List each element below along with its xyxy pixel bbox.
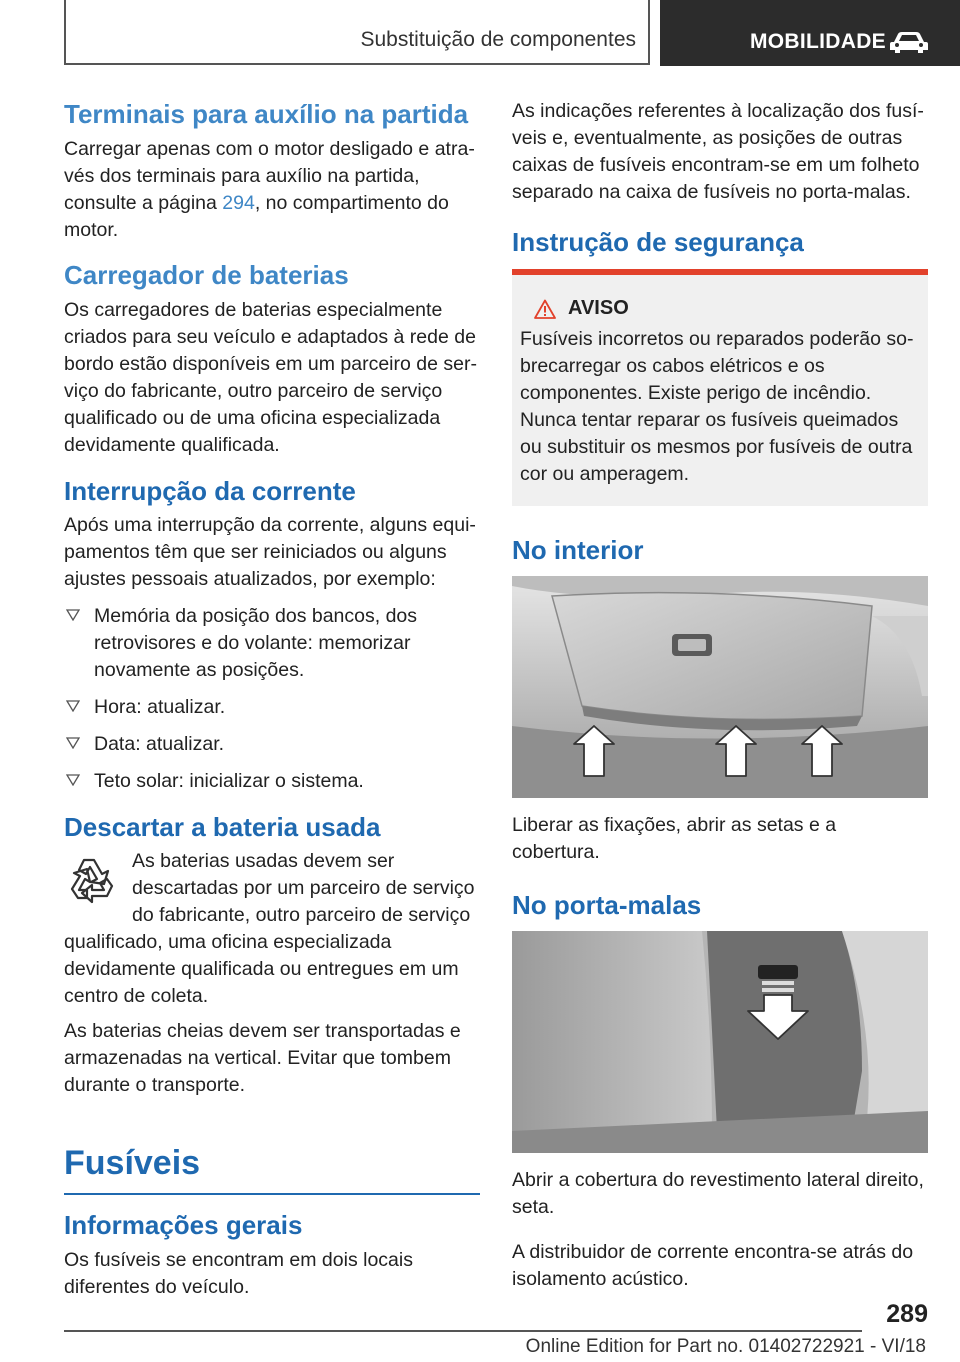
chapter-label: MOBILIDADE (750, 30, 886, 53)
list-item (64, 603, 480, 684)
recycle-icon (64, 852, 120, 908)
heading-charger: Carregador de baterias (64, 260, 349, 291)
heading-trunk: No porta-malas (512, 890, 702, 921)
list-item-text: Hora: atualizar. (94, 695, 226, 718)
warning-header (520, 297, 920, 320)
footer-divider (64, 1330, 862, 1332)
heading-interruption: Interrupção da corrente (64, 475, 356, 506)
section-general (64, 1209, 480, 1301)
page-number: 289 (886, 1300, 928, 1328)
paragraph-charger: Os carregadores de baterias especialmente criados para seu veículo e adaptados à rede de bordo estão disponíveis em um parceiro de serviço do fabricante, outro parceiro de serviço qualificado ou de uma oficina especializada devidamente qualificada. (64, 299, 477, 456)
triangle-bullet-icon (66, 700, 80, 712)
heading-jump-start: Terminais para auxílio na partida (64, 99, 469, 129)
list-item-text: Memória da posição dos bancos, dos retrovisores e do volante: memorizar novamente as posições. (94, 605, 418, 681)
header-underline (64, 63, 650, 65)
heading-disposal: Descartar a bateria usada (64, 811, 381, 842)
jump-text-before: Carregar apenas com o motor desligado e através dos terminais para auxílio na partida, consulte a página (64, 137, 475, 214)
heading-fuses: Fusíveis (64, 1143, 480, 1196)
triangle-bullet-icon (66, 737, 80, 749)
header-section-title: Substituição de componentes (360, 28, 636, 51)
section-jump-start (64, 98, 480, 243)
right-column (512, 98, 928, 1293)
caption-trunk-2: A distribuidor de corrente encontra-se atrás do isolamento acústico. (512, 1241, 914, 1290)
interruption-list (64, 603, 480, 794)
section-charger (64, 259, 480, 458)
paragraph-interruption: Após uma interrupção da corrente, alguns equipamentos têm que ser reiniciados ou alguns ajustes pessoais atualizados, por exemplo: (64, 514, 476, 591)
list-item (64, 731, 480, 758)
page-ref-link[interactable]: 294 (222, 191, 255, 214)
footer-edition: Online Edition for Part no. 01402722921 - VI/18 (525, 1336, 926, 1357)
heading-general: Informações gerais (64, 1210, 303, 1241)
heading-interior: No interior (512, 534, 644, 565)
paragraph-general: Os fusíveis se encontram em dois locais diferentes do veículo. (64, 1249, 413, 1299)
header-divider-mid (648, 0, 650, 64)
trunk-panel-photo (512, 931, 928, 1153)
warning-triangle-icon (534, 299, 556, 319)
section-interruption (64, 475, 480, 795)
section-disposal (64, 811, 480, 1099)
paragraph-jump-start (64, 136, 480, 244)
disposal-body (64, 848, 480, 1009)
list-item (64, 768, 480, 795)
heading-safety: Instrução de segurança (512, 226, 804, 257)
paragraph-disposal-1: As baterias usadas devem ser descartadas por um parceiro de serviço do fabricante, outro parceiro de serviço qualificado, uma oficina especializada devidamente qualificada ou entregues em um centro de coleta. (64, 850, 475, 1007)
glovebox-illustration (512, 576, 928, 798)
caption-interior: Liberar as fixações, abrir as setas e a cobertura. (512, 813, 837, 863)
warning-text: Fusíveis incorretos ou reparados poderão sobrecarregar os cabos elétricos e os componentes. Existe perigo de incêndio. Nunca tentar reparar os fusíveis queimados ou substituir os mesmos por fusíveis de outra cor ou amperagem. (520, 328, 914, 485)
paragraph-intro: As indicações referentes à localização dos fusíveis e, eventualmente, as posições de outras caixas de fusíveis encontram-se em um folheto separado na caixa de fusíveis no porta-malas. (512, 100, 924, 203)
left-column (64, 98, 480, 1317)
warning-box (512, 269, 928, 505)
warning-title: AVISO (568, 297, 629, 320)
interior-glovebox-photo (512, 576, 928, 798)
trunk-illustration (512, 931, 928, 1153)
list-item-text: Teto solar: inicializar o sistema. (94, 769, 364, 792)
triangle-bullet-icon (66, 609, 80, 621)
list-item (64, 694, 480, 721)
jump-text-after: , no compartimento do motor. (64, 191, 449, 241)
caption-trunk-1: Abrir a cobertura do revestimento lateral direito, seta. (512, 1169, 924, 1219)
car-icon (888, 29, 930, 55)
paragraph-disposal-2: As baterias cheias devem ser transportadas e armazenadas na vertical. Evitar que tombem durante o transporte. (64, 1019, 461, 1096)
list-item-text: Data: atualizar. (94, 732, 225, 755)
triangle-bullet-icon (66, 774, 80, 786)
header-chapter-tab (660, 0, 960, 66)
